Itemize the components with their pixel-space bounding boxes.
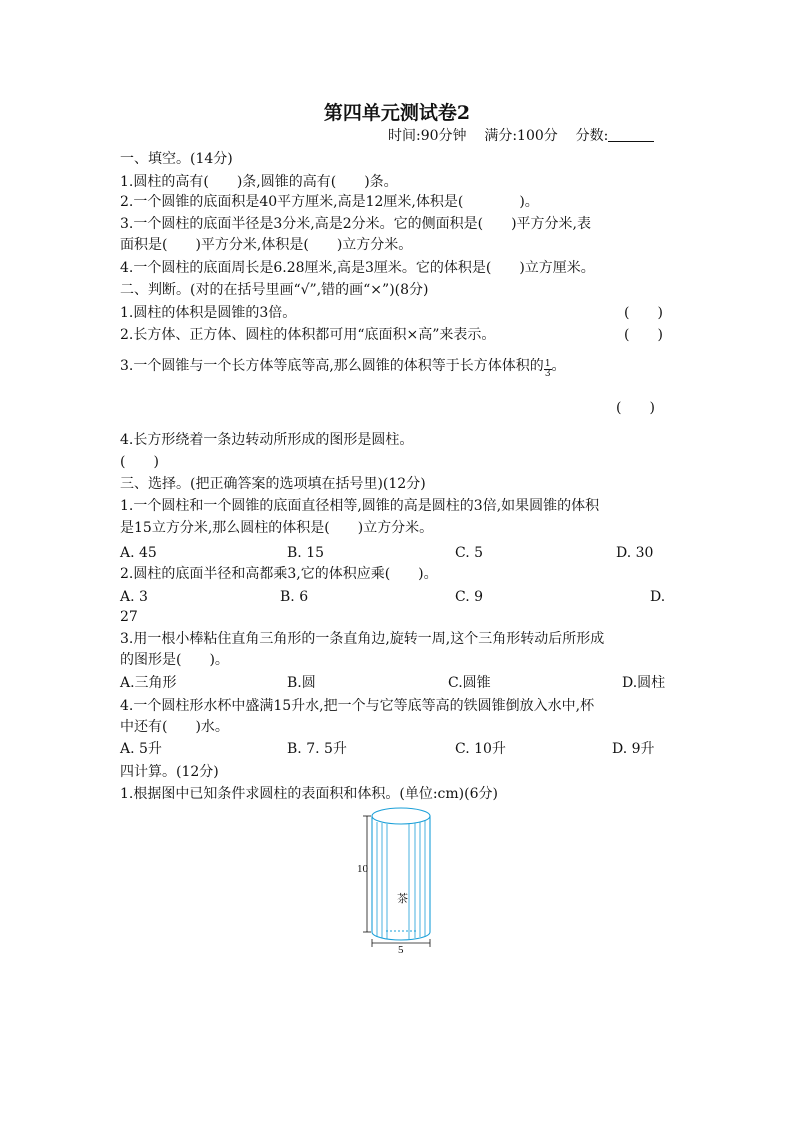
s1-question-3-line1: 3.一个圆柱的底面半径是3分米,高是2分米。它的侧面积是( )平方分米,表 — [120, 216, 591, 232]
s2-q2-answer-paren[interactable]: ( ) — [624, 327, 663, 343]
section-3-header: 三、选择。(把正确答案的选项填在括号里)(12分) — [120, 476, 426, 492]
s3-q4-option-b[interactable]: B. 7. 5升 — [287, 741, 347, 757]
s3-question-1-line1: 1.一个圆柱和一个圆锥的底面直径相等,圆锥的高是圆柱的3倍,如果圆锥的体积 — [120, 498, 600, 514]
s4-question-1: 1.根据图中已知条件求圆柱的表面积和体积。(单位:cm)(6分) — [120, 786, 498, 802]
section-1-header: 一、填空。(14分) — [120, 151, 233, 167]
s2-question-1: 1.圆柱的体积是圆锥的3倍。 — [120, 305, 297, 321]
s2-q3-text: 3.一个圆锥与一个长方体等底等高,那么圆锥的体积等于长方体体积的 — [120, 358, 544, 374]
diameter-label: 5 — [398, 944, 404, 954]
fraction-denominator: 3 — [544, 369, 551, 379]
s3-question-3-line2: 的图形是( )。 — [120, 652, 229, 668]
s2-question-2: 2.长方体、正方体、圆柱的体积都可用“底面积×高”来表示。 — [120, 327, 496, 343]
tea-label: 茶 — [397, 893, 408, 905]
s1-question-4: 4.一个圆柱的底面周长是6.28厘米,高是3厘米。它的体积是( )立方厘米。 — [120, 260, 595, 276]
s3-q3-option-c[interactable]: C.圆锥 — [448, 675, 491, 691]
s3-q2-option-d[interactable]: D. — [650, 589, 666, 605]
s3-q1-option-a[interactable]: A. 45 — [120, 545, 157, 561]
s2-question-3 — [120, 356, 566, 379]
section-4-header: 四计算。(12分) — [120, 764, 219, 780]
s2-q3-end: 。 — [551, 358, 566, 374]
fraction-one-third — [544, 360, 552, 379]
exam-meta — [388, 126, 654, 146]
section-2-header: 二、判断。(对的在括号里画“√”,错的画“×”)(8分) — [120, 282, 429, 298]
score-label: 分数: — [575, 128, 609, 144]
s3-question-2: 2.圆柱的底面半径和高都乘3,它的体积应乘( )。 — [120, 566, 438, 582]
s3-q4-option-a[interactable]: A. 5升 — [120, 741, 162, 757]
score-blank[interactable] — [608, 127, 654, 142]
cylinder-shape — [372, 808, 430, 940]
height-label: 10 — [357, 863, 368, 875]
s3-q3-option-d[interactable]: D.圆柱 — [622, 675, 666, 691]
s3-q2-option-d-value: 27 — [120, 609, 138, 625]
s3-q3-option-a[interactable]: A.三角形 — [120, 675, 177, 691]
s3-q1-option-b[interactable]: B. 15 — [287, 545, 325, 561]
s2-question-4: 4.长方形绕着一条边转动所形成的图形是圆柱。 — [120, 432, 414, 448]
s3-q3-option-b[interactable]: B.圆 — [287, 675, 316, 691]
s3-q1-option-c[interactable]: C. 5 — [455, 545, 484, 561]
full-score: 满分:100分 — [484, 128, 558, 144]
s3-q1-option-d[interactable]: D. 30 — [616, 545, 654, 561]
time-limit: 时间:90分钟 — [388, 128, 467, 144]
s1-question-2: 2.一个圆锥的底面积是40平方厘米,高是12厘米,体积是( )。 — [120, 194, 539, 210]
s1-question-1: 1.圆柱的高有( )条,圆锥的高有( )条。 — [120, 174, 398, 190]
s2-q3-answer-paren[interactable]: ( ) — [616, 400, 655, 416]
s3-question-1-line2: 是15立方分米,那么圆柱的体积是( )立方分米。 — [120, 520, 434, 536]
s3-q2-option-a[interactable]: A. 3 — [120, 589, 148, 605]
s1-question-3-line2: 面积是( )平方分米,体积是( )立方分米。 — [120, 237, 413, 253]
s2-q1-answer-paren[interactable]: ( ) — [624, 305, 663, 321]
s3-question-4-line2: 中还有( )水。 — [120, 719, 229, 735]
page-title: 第四单元测试卷2 — [323, 102, 471, 124]
s2-q4-answer-paren[interactable]: ( ) — [120, 454, 159, 470]
s3-q4-option-d[interactable]: D. 9升 — [612, 741, 655, 757]
s3-question-3-line1: 3.用一根小棒粘住直角三角形的一条直角边,旋转一周,这个三角形转动后所形成 — [120, 631, 605, 647]
s3-q2-option-c[interactable]: C. 9 — [455, 589, 484, 605]
s3-q4-option-c[interactable]: C. 10升 — [455, 741, 506, 757]
cylinder-figure — [356, 804, 446, 954]
s3-question-4-line1: 4.一个圆柱形水杯中盛满15升水,把一个与它等底等高的铁圆锥倒放入水中,杯 — [120, 698, 595, 714]
fraction-numerator: 1 — [544, 359, 551, 369]
s3-q2-option-b[interactable]: B. 6 — [280, 589, 309, 605]
